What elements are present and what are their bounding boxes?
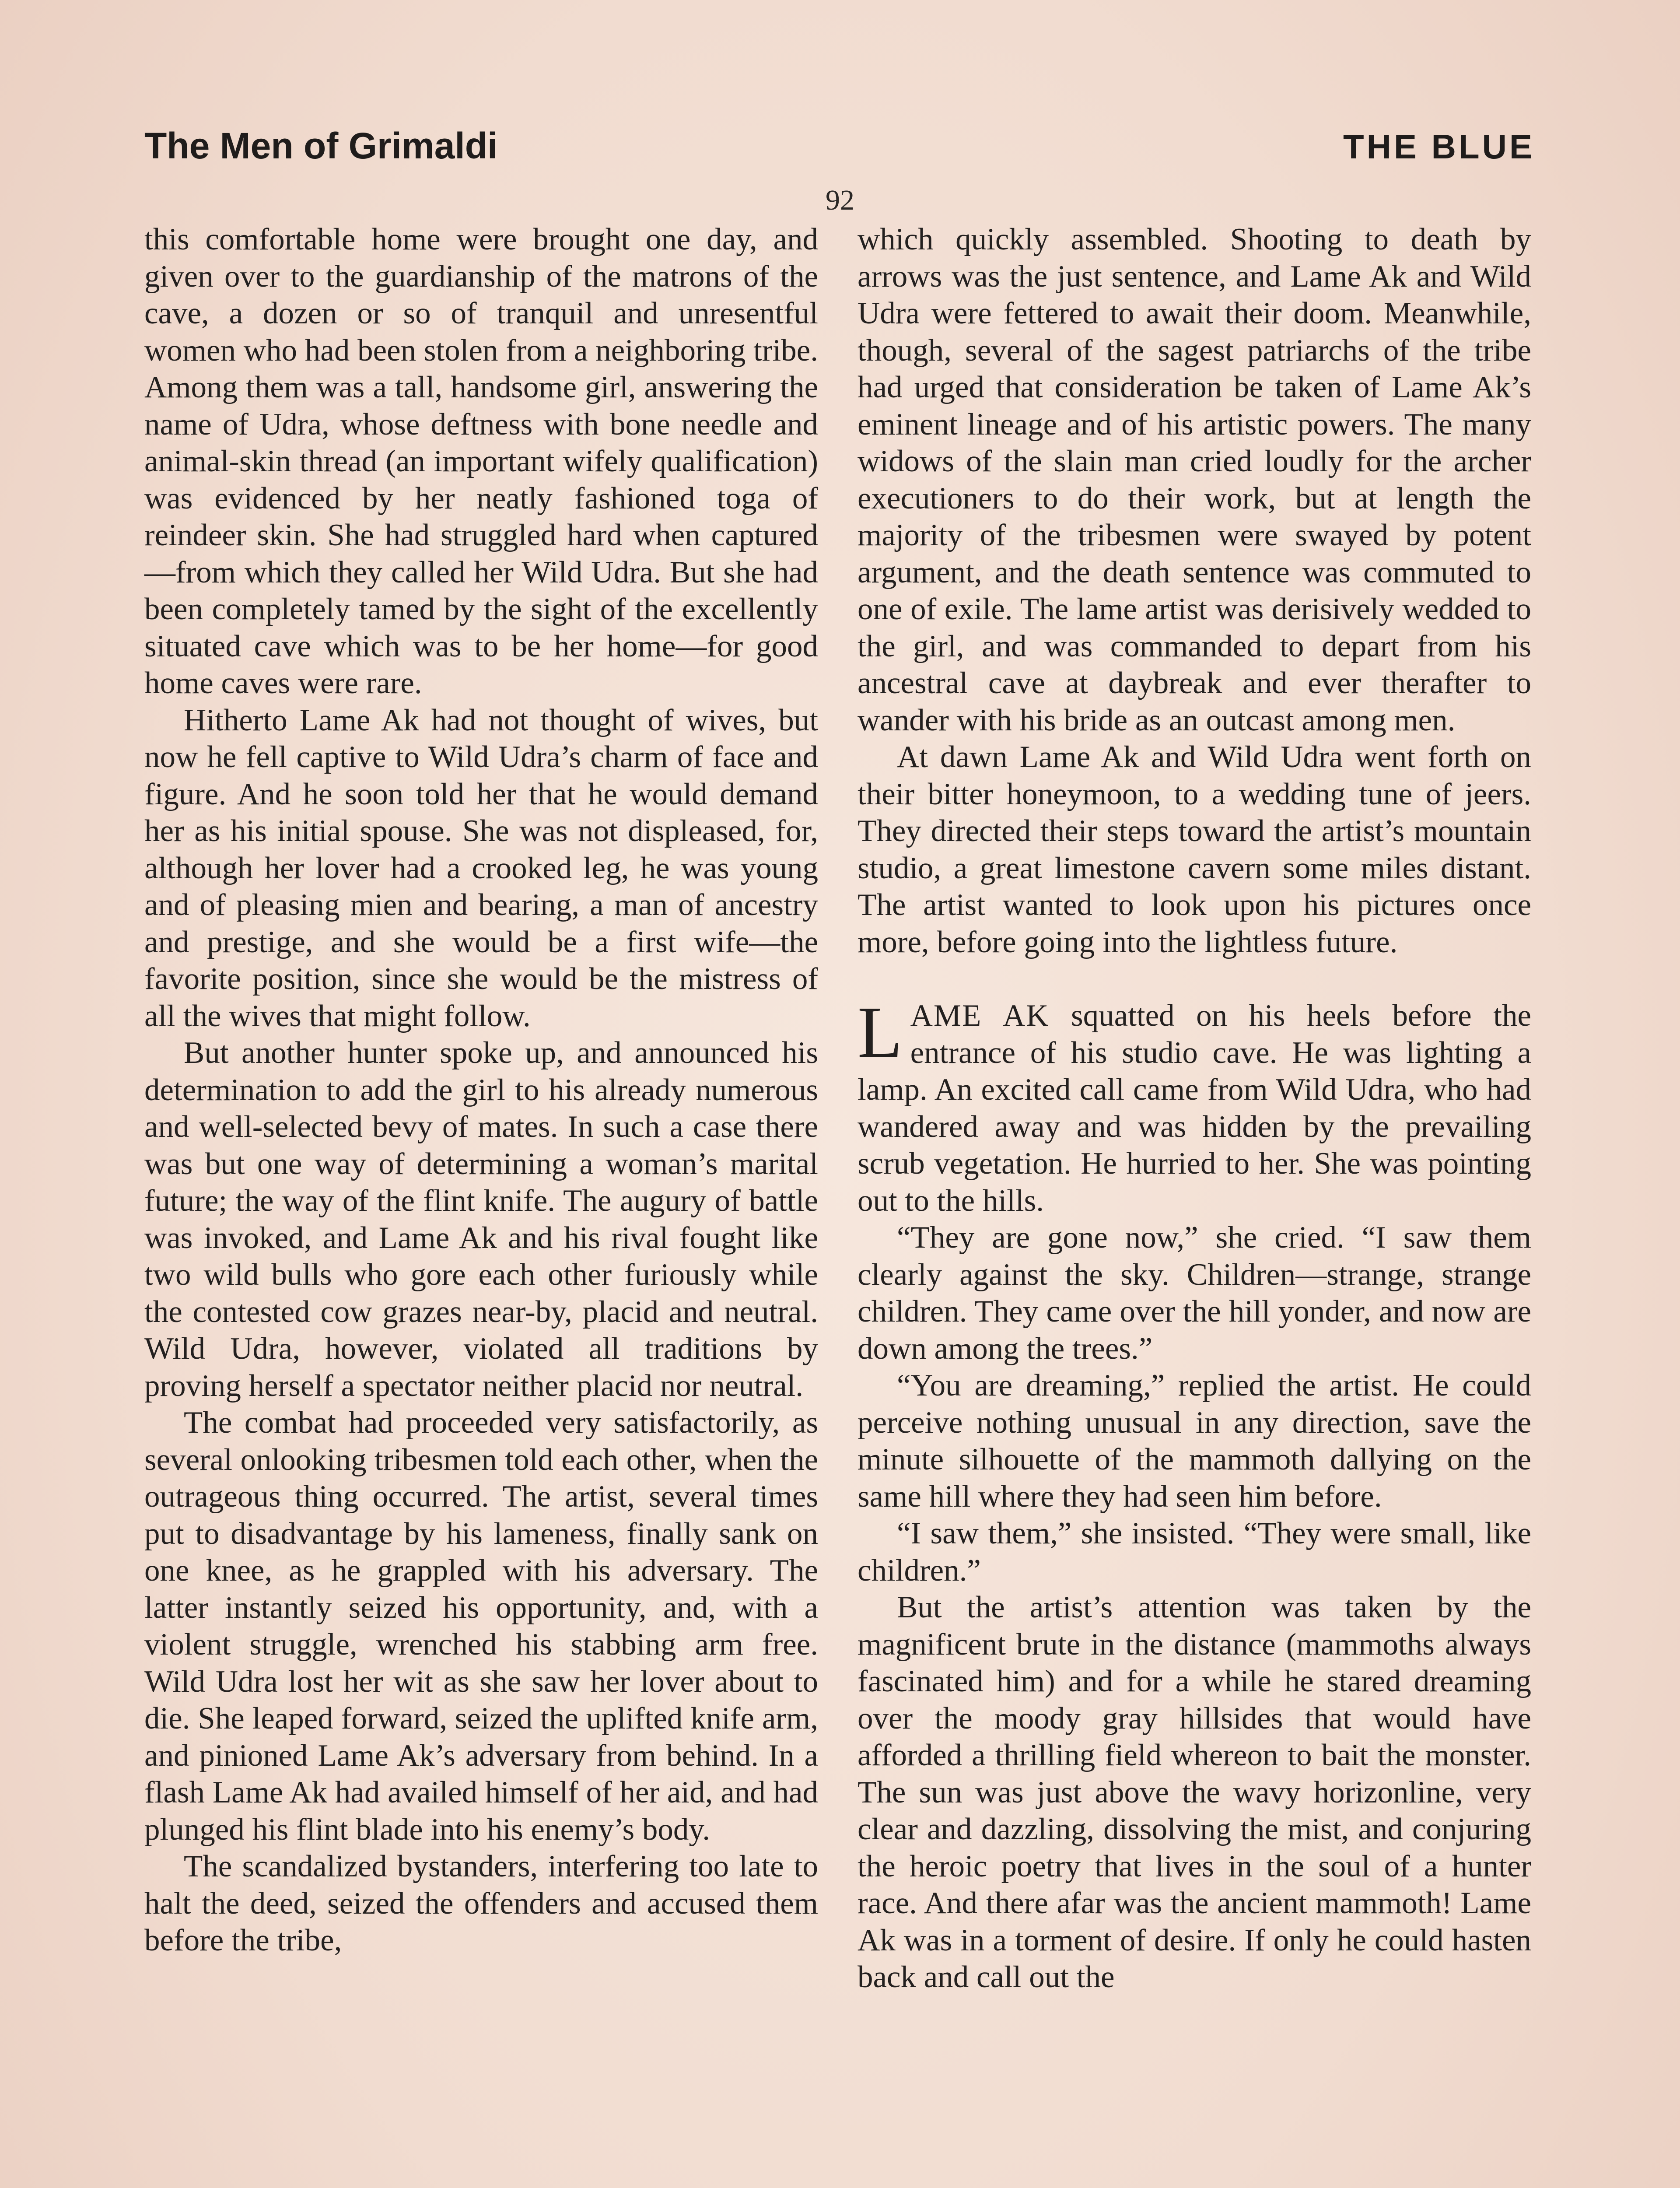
left-column — [144, 221, 818, 1959]
drop-cap: L — [858, 992, 903, 1073]
paragraph: But another hunter spoke up, and announced his determination to add the girl to his already numerous and well-selected bevy of mates. In such a case there was but one way of determining a woman’s marital future; the way of the flint knife. The augury of battle was invoked, and Lame Ak and his rival fought like two wild bulls who gore each other furiously while the contested cow grazes near-by, placid and neutral. Wild Udra, however, violated all traditions by proving herself a spectator neither placid nor neutral. — [144, 1036, 818, 1403]
magazine-name: THE BLUE — [1343, 127, 1535, 166]
paragraph: At dawn Lame Ak and Wild Udra went forth on their bitter honeymoon, to a wedding tune of jeers. They directed their steps toward the artist’s mountain studio, a great limestone cavern some miles distant. The artist wanted to look upon his pictures once more, before going into the lightless future. — [858, 740, 1531, 959]
section-break — [858, 961, 1531, 997]
story-title: The Men of Grimaldi — [144, 125, 498, 166]
right-column — [858, 221, 1531, 1996]
paragraph: The scandalized bystanders, interfering too late to halt the deed, seized the offenders and accused them before the tribe, — [144, 1849, 818, 1957]
page-number: 92 — [826, 184, 854, 216]
paragraph: “I saw them,” she insisted. “They were small, like children.” — [858, 1516, 1531, 1588]
paragraph: this comfortable home were brought one day, and given over to the guardianship of the matrons of the cave, a dozen or so of tranquil and unresentful women who had been stolen from a neighboring tribe. Among them was a tall, handsome girl, answering the name of Udra, whose deftness with bone needle and animal-skin thread (an important wifely qualification) was evidenced by her neatly fashioned toga of reindeer skin. She had struggled hard when captured—from which they called her Wild Udra. But she had been completely tamed by the sight of the excellently situated cave which was to be her home—for good home caves were rare. — [144, 222, 818, 700]
paragraph: which quickly assembled. Shooting to death by arrows was the just sentence, and Lame Ak and Wild Udra were fettered to await their doom. Meanwhile, though, several of the sagest patriarchs of the tribe had urged that consideration be taken of Lame Ak’s eminent lineage and of his artistic powers. The many widows of the slain man cried loudly for the archer executioners to do their work, but at length the majority of the tribesmen were swayed by potent argument, and the death sentence was commuted to one of exile. The lame artist was derisively wedded to the girl, and was commanded to depart from his ancestral cave at daybreak and ever therafter to wander with his bride as an outcast among men. — [858, 222, 1531, 737]
paragraph: “You are dreaming,” replied the artist. He could perceive nothing unusual in any direction, save the minute silhouette of the mammoth dallying on the same hill where they had seen him before. — [858, 1368, 1531, 1514]
section-opening-paragraph — [858, 992, 1532, 1219]
paragraph: The combat had proceeded very satisfactorily, as several onlooking tribesmen told each other, when the outrageous thing occurred. The artist, several times put to disadvantage by his lameness, finally sank on one knee, as he grappled with his adversary. The latter instantly seized his opportunity, and, with a violent struggle, wrenched his stabbing arm free. Wild Udra lost her wit as she saw her lover about to die. She leaped forward, seized the uplifted knife arm, and pinioned Lame Ak’s adversary from behind. In a flash Lame Ak had availed himself of her aid, and had plunged his flint blade into his enemy’s body. — [144, 1406, 818, 1847]
paragraph: Hitherto Lame Ak had not thought of wives, but now he fell captive to Wild Udra’s charm of face and figure. And he soon told her that he would demand her as his initial spouse. She was not displeased, for, although her lover had a crooked leg, he was young and of pleasing mien and bearing, a man of ancestry and prestige, and she would be a first wife—the favorite position, since she would be the mistress of all the wives that might follow. — [144, 703, 818, 1033]
caps-lead: AME AK — [910, 999, 1050, 1033]
paragraph: “They are gone now,” she cried. “I saw them clearly against the sky. Children—strange, strange children. They came over the hill yonder, and now are down among the trees.” — [858, 1220, 1531, 1366]
section-opening-text: squatted on his heels before the entrance of his studio cave. He was lighting a lamp. An excited call came from Wild Udra, who had wandered away and was hidden by the prevailing scrub vegetation. He hurried to her. She was pointing out to the hills. — [858, 999, 1532, 1218]
paragraph: But the artist’s attention was taken by the magnificent brute in the distance (mammoths always fascinated him) and for a while he stared dreaming over the moody gray hillsides that would have afforded a thrilling field whereon to bait the monster. The sun was just above the wavy horizonline, very clear and dazzling, dissolving the mist, and conjuring the heroic poetry that lives in the soul of a hunter race. And there afar was the ancient mammoth! Lame Ak was in a torment of desire. If only he could hasten back and call out the — [858, 1590, 1531, 1994]
